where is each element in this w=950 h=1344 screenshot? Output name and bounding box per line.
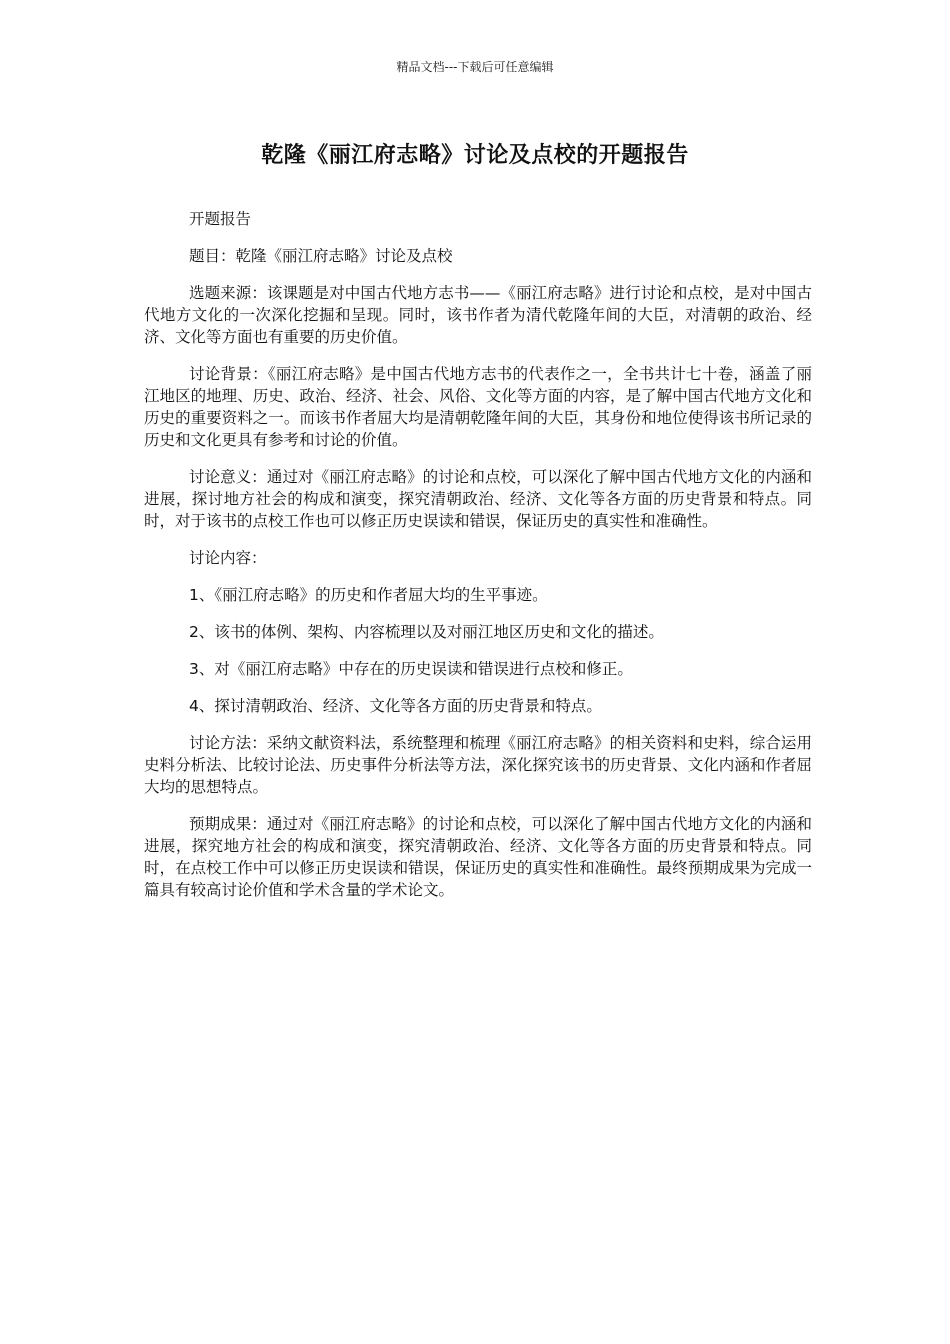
- paragraph-source: 选题来源：该课题是对中国古代地方志书——《丽江府志略》进行讨论和点校，是对中国古代地方文化的一次深化挖掘和呈现。同时，该书作者为清代乾隆年间的大臣，对清朝的政治、经济、文化等方面也有重要的历史价值。: [144, 284, 812, 346]
- paragraph-significance: 讨论意义：通过对《丽江府志略》的讨论和点校，可以深化了解中国古代地方文化的内涵和进展，探讨地方社会的构成和演变，探究清朝政治、经济、文化等各方面的历史背景和特点。同时，对于该书的点校工作也可以修正历史误读和错误，保证历史的真实性和准确性。: [144, 468, 812, 530]
- header-note: 精品文档---下载后可任意编辑: [396, 60, 554, 74]
- document-title: 乾隆《丽江府志略》讨论及点校的开题报告: [261, 143, 689, 168]
- paragraph-content-heading: 讨论内容：: [189, 549, 267, 567]
- paragraph-report-label: 开题报告: [189, 210, 252, 228]
- paragraph-background: 讨论背景：《丽江府志略》是中国古代地方志书的代表作之一，全书共计七十卷，涵盖了丽江地区的地理、历史、政治、经济、社会、风俗、文化等方面的内容，是了解中国古代地方文化和历史的重要资料之一。而该书作者屈大均是清朝乾隆年间的大臣，其身份和地位使得该书所记录的历史和文化更具有参考和讨论的价值。: [144, 365, 812, 449]
- document-body: [144, 208, 812, 916]
- paragraph-content-item-4: 4、探讨清朝政治、经济、文化等各方面的历史背景和特点。: [189, 697, 602, 715]
- paragraph-topic: 题目：乾隆《丽江府志略》讨论及点校: [189, 247, 453, 265]
- paragraph-content-item-2: 2、该书的体例、架构、内容梳理以及对丽江地区历史和文化的描述。: [189, 623, 664, 641]
- paragraph-methods: 讨论方法：采纳文献资料法，系统整理和梳理《丽江府志略》的相关资料和史料，综合运用史料分析法、比较讨论法、历史事件分析法等方法，深化探究该书的历史背景、文化内涵和作者屈大均的思想特点。: [144, 734, 812, 796]
- paragraph-expected-results: 预期成果：通过对《丽江府志略》的讨论和点校，可以深化了解中国古代地方文化的内涵和进展，探究地方社会的构成和演变，探究清朝政治、经济、文化等各方面的历史背景和特点。同时，在点校工作中可以修正历史误读和错误，保证历史的真实性和准确性。最终预期成果为完成一篇具有较高讨论价值和学术含量的学术论文。: [144, 815, 812, 899]
- paragraph-content-item-1: 1、《丽江府志略》的历史和作者屈大均的生平事迹。: [189, 586, 548, 604]
- paragraph-content-item-3: 3、对《丽江府志略》中存在的历史误读和错误进行点校和修正。: [189, 660, 633, 678]
